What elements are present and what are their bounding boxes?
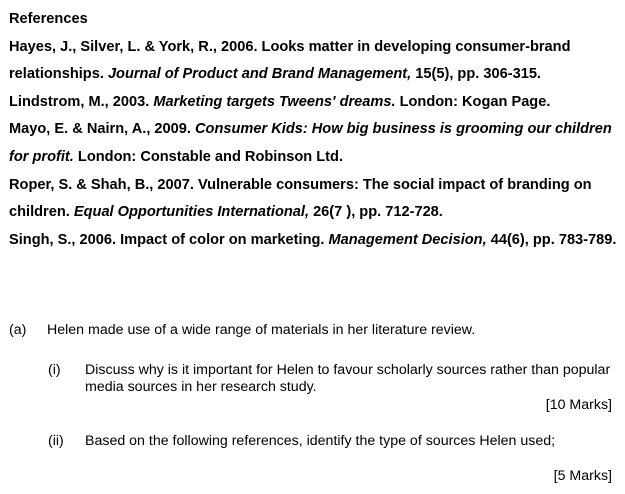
question-i-label: (i)	[48, 362, 61, 378]
reference-text: Lindstrom, M., 2003.	[9, 93, 154, 110]
references-section	[9, 6, 619, 254]
reference-entry-mayo	[9, 116, 619, 171]
reference-entry-roper	[9, 172, 619, 227]
reference-journal-title: Equal Opportunities International,	[73, 204, 310, 221]
reference-text: Singh, S., 2006. Impact of color on marketing.	[9, 231, 329, 248]
question-a-label: (a)	[9, 322, 27, 338]
reference-journal-title: Journal of Product and Brand Management,	[107, 66, 412, 83]
reference-text: Mayo, E. & Nairn, A., 2009.	[9, 121, 195, 138]
reference-entry-hayes	[9, 34, 619, 89]
question-ii-marks: [5 Marks]	[553, 468, 612, 484]
reference-text: London: Constable and Robinson Ltd.	[73, 148, 343, 165]
reference-text: 44(6), pp. 783-789.	[486, 231, 617, 248]
question-ii-label: (ii)	[48, 433, 64, 449]
question-i-marks: [10 Marks]	[545, 397, 612, 413]
reference-book-title: Consumer Kids: How big business is grooming our children for profit.	[9, 121, 612, 165]
reference-entry-lindstrom	[9, 89, 619, 117]
reference-book-title: Marketing targets Tweens' dreams.	[153, 93, 396, 110]
reference-text: 26(7 ), pp. 712-728.	[309, 204, 443, 221]
question-ii-text: Based on the following references, identify the type of sources Helen used;	[85, 433, 556, 449]
question-a-text: Helen made use of a wide range of materials in her literature review.	[47, 322, 476, 338]
references-heading: References	[9, 11, 88, 27]
question-i-text: Discuss why is it important for Helen to favour scholarly sources rather than popular media sources in her research study.	[85, 362, 611, 395]
reference-text: 15(5), pp. 306-315.	[411, 66, 541, 83]
reference-text: Roper, S. & Shah, B., 2007. Vulnerable consumers: The social impact of branding on children.	[9, 176, 592, 221]
reference-text: London: Kogan Page.	[395, 93, 551, 110]
reference-entry-singh	[9, 227, 619, 255]
reference-text: Hayes, J., Silver, L. & York, R., 2006. Looks matter in developing consumer-brand relationships.	[9, 38, 571, 83]
reference-journal-title: Management Decision,	[328, 231, 487, 248]
